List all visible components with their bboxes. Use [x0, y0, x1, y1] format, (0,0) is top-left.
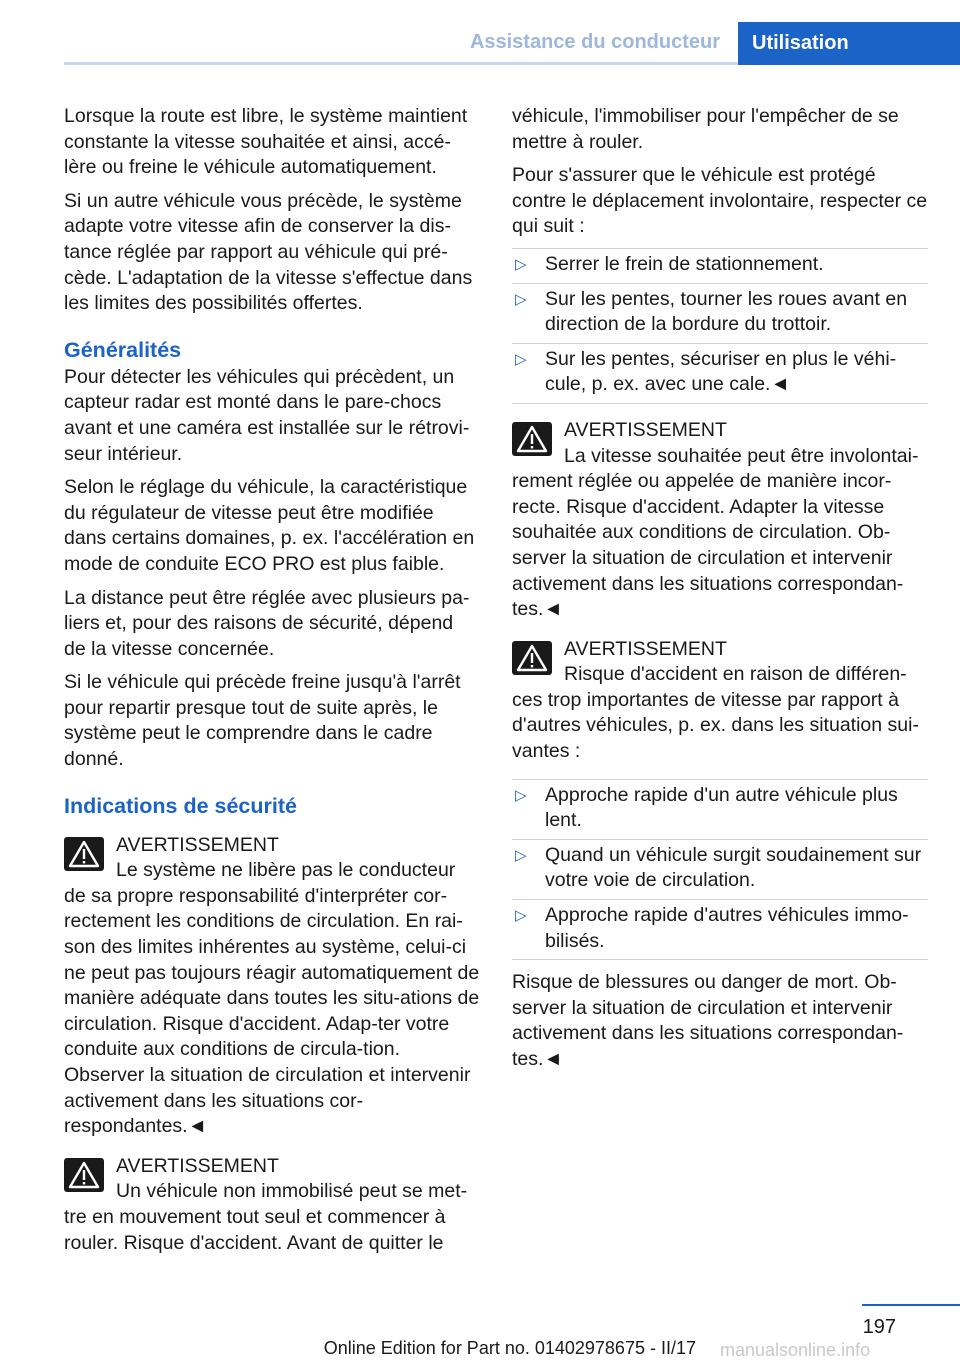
- header-section-title: Assistance du conducteur: [469, 30, 720, 53]
- warning-title: AVERTISSEMENT: [116, 1154, 279, 1177]
- bullet-triangle-icon: ▷: [515, 350, 527, 368]
- bullet-triangle-icon: ▷: [515, 907, 527, 925]
- list-item: [512, 284, 928, 344]
- header-chapter-tab: Utilisation: [738, 22, 960, 65]
- left-column: [64, 104, 480, 1270]
- general-paragraph: Pour détecter les véhicules qui précèdent, un capteur radar est monté dans le pare-chocs avant et une caméra est installée sur le rétrovi‐seur intérieur.: [64, 365, 470, 465]
- list-item-text: Approche rapide d'autres véhicules immo‐bilisés.: [545, 904, 909, 952]
- general-paragraph: Selon le réglage du véhicule, la caractéristique du régulateur de vitesse peut être modifiée dans certains domaines, p. ex. l'accélération en mode de conduite ECO PRO est plus faible.: [64, 476, 475, 575]
- list-item-text: Sur les pentes, sécuriser en plus le véhi‐cule, p. ex. avec une cale.◄: [545, 347, 897, 396]
- warning-body: Risque d'accident en raison de différen‐ces trop importantes de vitesse par rapport à d'autres véhicules, p. ex. dans les situation sui‐vantes :: [512, 663, 919, 763]
- warning-title: AVERTISSEMENT: [564, 637, 727, 660]
- list-item-text: Sur les pentes, tourner les roues avant en direction de la bordure du trottoir.: [545, 287, 908, 336]
- list-item: [512, 248, 928, 284]
- intro-paragraph: Lorsque la route est libre, le système maintient constante la vitesse souhaitée et ainsi, accé‐lère ou freine le véhicule automatiquement.: [64, 105, 468, 179]
- warning-triangle-icon: [512, 641, 552, 675]
- warning-title: AVERTISSEMENT: [564, 418, 727, 441]
- warning-block: [512, 418, 928, 623]
- watermark: manualsonline.info: [720, 1340, 871, 1360]
- heading-general: Généralités: [64, 337, 182, 362]
- continued-paragraph: véhicule, l'immobiliser pour l'empêcher de se mettre à rouler.: [512, 105, 899, 153]
- situation-list: [512, 779, 928, 961]
- list-item: [512, 344, 928, 404]
- warning-triangle-icon: [64, 1158, 104, 1192]
- edition-line: Online Edition for Part no. 01402978675 - II/17: [323, 1338, 696, 1358]
- list-item-text: Quand un véhicule surgit soudainement sur votre voie de circulation.: [545, 843, 922, 892]
- instruction-paragraph: Pour s'assurer que le véhicule est protégé contre le déplacement involontaire, respecter ce qui suit :: [512, 164, 928, 238]
- list-item-text: Serrer le frein de stationnement.: [545, 252, 824, 275]
- list-item: [512, 779, 928, 840]
- warning-conclusion: Risque de blessures ou danger de mort. Ob‐server la situation de circulation et intervenir activement dans les situations correspondan‐tes.◄: [512, 971, 904, 1070]
- warning-triangle-icon: [512, 422, 552, 456]
- warning-block: [64, 1154, 480, 1256]
- warning-body: Le système ne libère pas le conducteur de sa propre responsabilité d'interpréter cor‐rectement les conditions de circulation. En rai‐son des limites inhérentes au système, celui-ci ne peut pas toujours réagir automatiquement de manière adéquate dans toutes les situ‐ations de circulation. Risque d'accident. Adap‐ter votre conduite aux conditions de circula‐tion. Observer la situation de circulation et intervenir activement dans les situations cor‐respondantes.◄: [64, 859, 480, 1138]
- warning-body: La vitesse souhaitée peut être involontai‐rement réglée ou appelée de manière incor‐recte. Risque d'accident. Adapter la vitesse souhaitée aux conditions de circulation. Ob‐server la situation de circulation et intervenir activement dans les situations correspondan‐tes.◄: [512, 444, 919, 621]
- footer-rule: [862, 1304, 960, 1306]
- warning-body: Un véhicule non immobilisé peut se met‐tre en mouvement tout seul et commencer à rouler. Risque d'accident. Avant de quitter le: [64, 1180, 468, 1254]
- heading-safety: Indications de sécurité: [64, 793, 297, 818]
- warning-triangle-icon: [64, 837, 104, 871]
- warning-title: AVERTISSEMENT: [116, 833, 279, 856]
- warning-block: [64, 833, 480, 1140]
- list-item-text: Approche rapide d'un autre véhicule plus lent.: [545, 783, 898, 832]
- warning-block: [512, 637, 928, 765]
- page-number: 197: [862, 1316, 896, 1338]
- bullet-triangle-icon: ▷: [515, 786, 527, 804]
- intro-paragraph: Si un autre véhicule vous précède, le système adapte votre vitesse afin de conserver la dis‐tance réglée par rapport au véhicule qui pré‐cède. L'adaptation de la vitesse s'effectue dans les limites des possibilités offertes.: [64, 189, 473, 315]
- bullet-triangle-icon: ▷: [515, 290, 527, 308]
- step-list: [512, 248, 928, 404]
- list-item: [512, 840, 928, 900]
- bullet-triangle-icon: ▷: [515, 846, 527, 864]
- bullet-triangle-icon: ▷: [515, 255, 527, 273]
- general-paragraph: Si le véhicule qui précède freine jusqu'à l'arrêt pour repartir presque tout de suite après, le système peut le comprendre dans le cadre donné.: [64, 671, 461, 771]
- general-paragraph: La distance peut être réglée avec plusieurs pa‐liers et, pour des raisons de sécurité, dépend de la vitesse concernée.: [64, 586, 470, 660]
- right-column: [512, 104, 928, 1081]
- list-item: [512, 900, 928, 960]
